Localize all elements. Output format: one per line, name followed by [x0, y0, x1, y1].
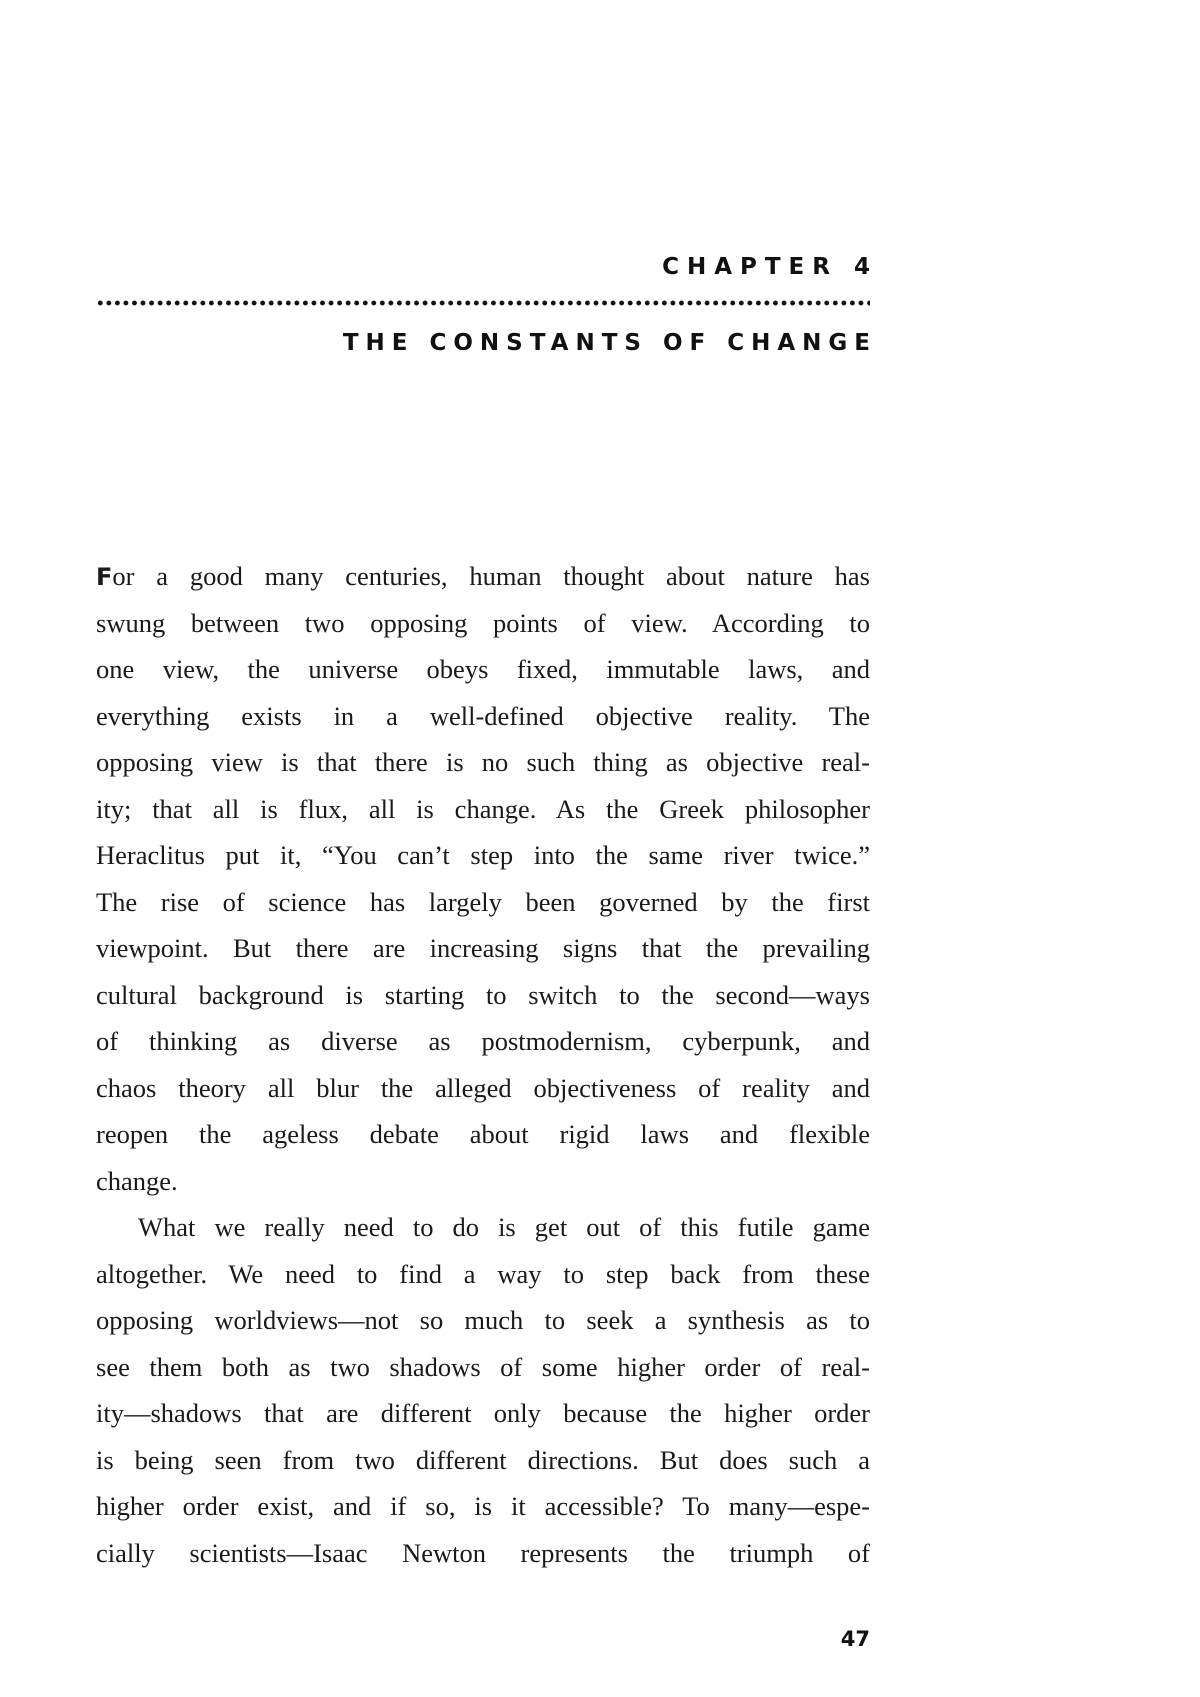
text-line: cially scientists—Isaac Newton represents the triumph of: [96, 1537, 870, 1568]
text-line: chaos theory all blur the alleged objectiveness of reality and: [96, 1072, 870, 1103]
page-number: 47: [840, 1627, 870, 1651]
text-line: What we really need to do is get out of this futile game: [138, 1212, 870, 1242]
text-line: one view, the universe obeys fixed, immutable laws, and: [96, 654, 870, 684]
chapter-label: CHAPTER 4: [662, 254, 878, 280]
text-line: altogether. We need to find a way to step back from these: [96, 1258, 870, 1289]
text-line: viewpoint. But there are increasing signs that the prevailing: [96, 933, 870, 963]
text-line: change.: [96, 1165, 178, 1196]
text-line: is being seen from two different directions. But does such a: [96, 1444, 870, 1475]
text-line: cultural background is starting to switch to the second—ways: [96, 979, 870, 1010]
text-line: opposing worldviews—not so much to seek a synthesis as to: [96, 1305, 870, 1335]
text-line: reopen the ageless debate about rigid laws and flexible: [96, 1119, 870, 1149]
dotted-divider: [96, 300, 870, 306]
book-page: [96, 0, 878, 1697]
text-line: For a good many centuries, human thought about nature has: [96, 561, 870, 591]
text-line: of thinking as diverse as postmodernism, cyberpunk, and: [96, 1026, 870, 1056]
drop-letter: F: [96, 563, 113, 591]
paragraph-1: [96, 553, 870, 1204]
text-line: see them both as two shadows of some higher order of real-: [96, 1351, 870, 1382]
text-line: everything exists in a well-defined objective reality. The: [96, 700, 870, 731]
text-line: The rise of science has largely been governed by the first: [96, 886, 870, 917]
text-line: ity—shadows that are different only because the higher order: [96, 1398, 870, 1428]
chapter-title: THE CONSTANTS OF CHANGE: [342, 330, 877, 356]
text-line: swung between two opposing points of view. According to: [96, 607, 870, 638]
text-line: higher order exist, and if so, is it accessible? To many—espe-: [96, 1491, 870, 1521]
text-line: Heraclitus put it, “You can’t step into the same river twice.”: [96, 840, 870, 870]
text-line: opposing view is that there is no such thing as objective real-: [96, 747, 870, 777]
body-text: [96, 553, 870, 1576]
paragraph-2: [96, 1204, 870, 1576]
text-line: ity; that all is flux, all is change. As the Greek philosopher: [96, 793, 870, 824]
